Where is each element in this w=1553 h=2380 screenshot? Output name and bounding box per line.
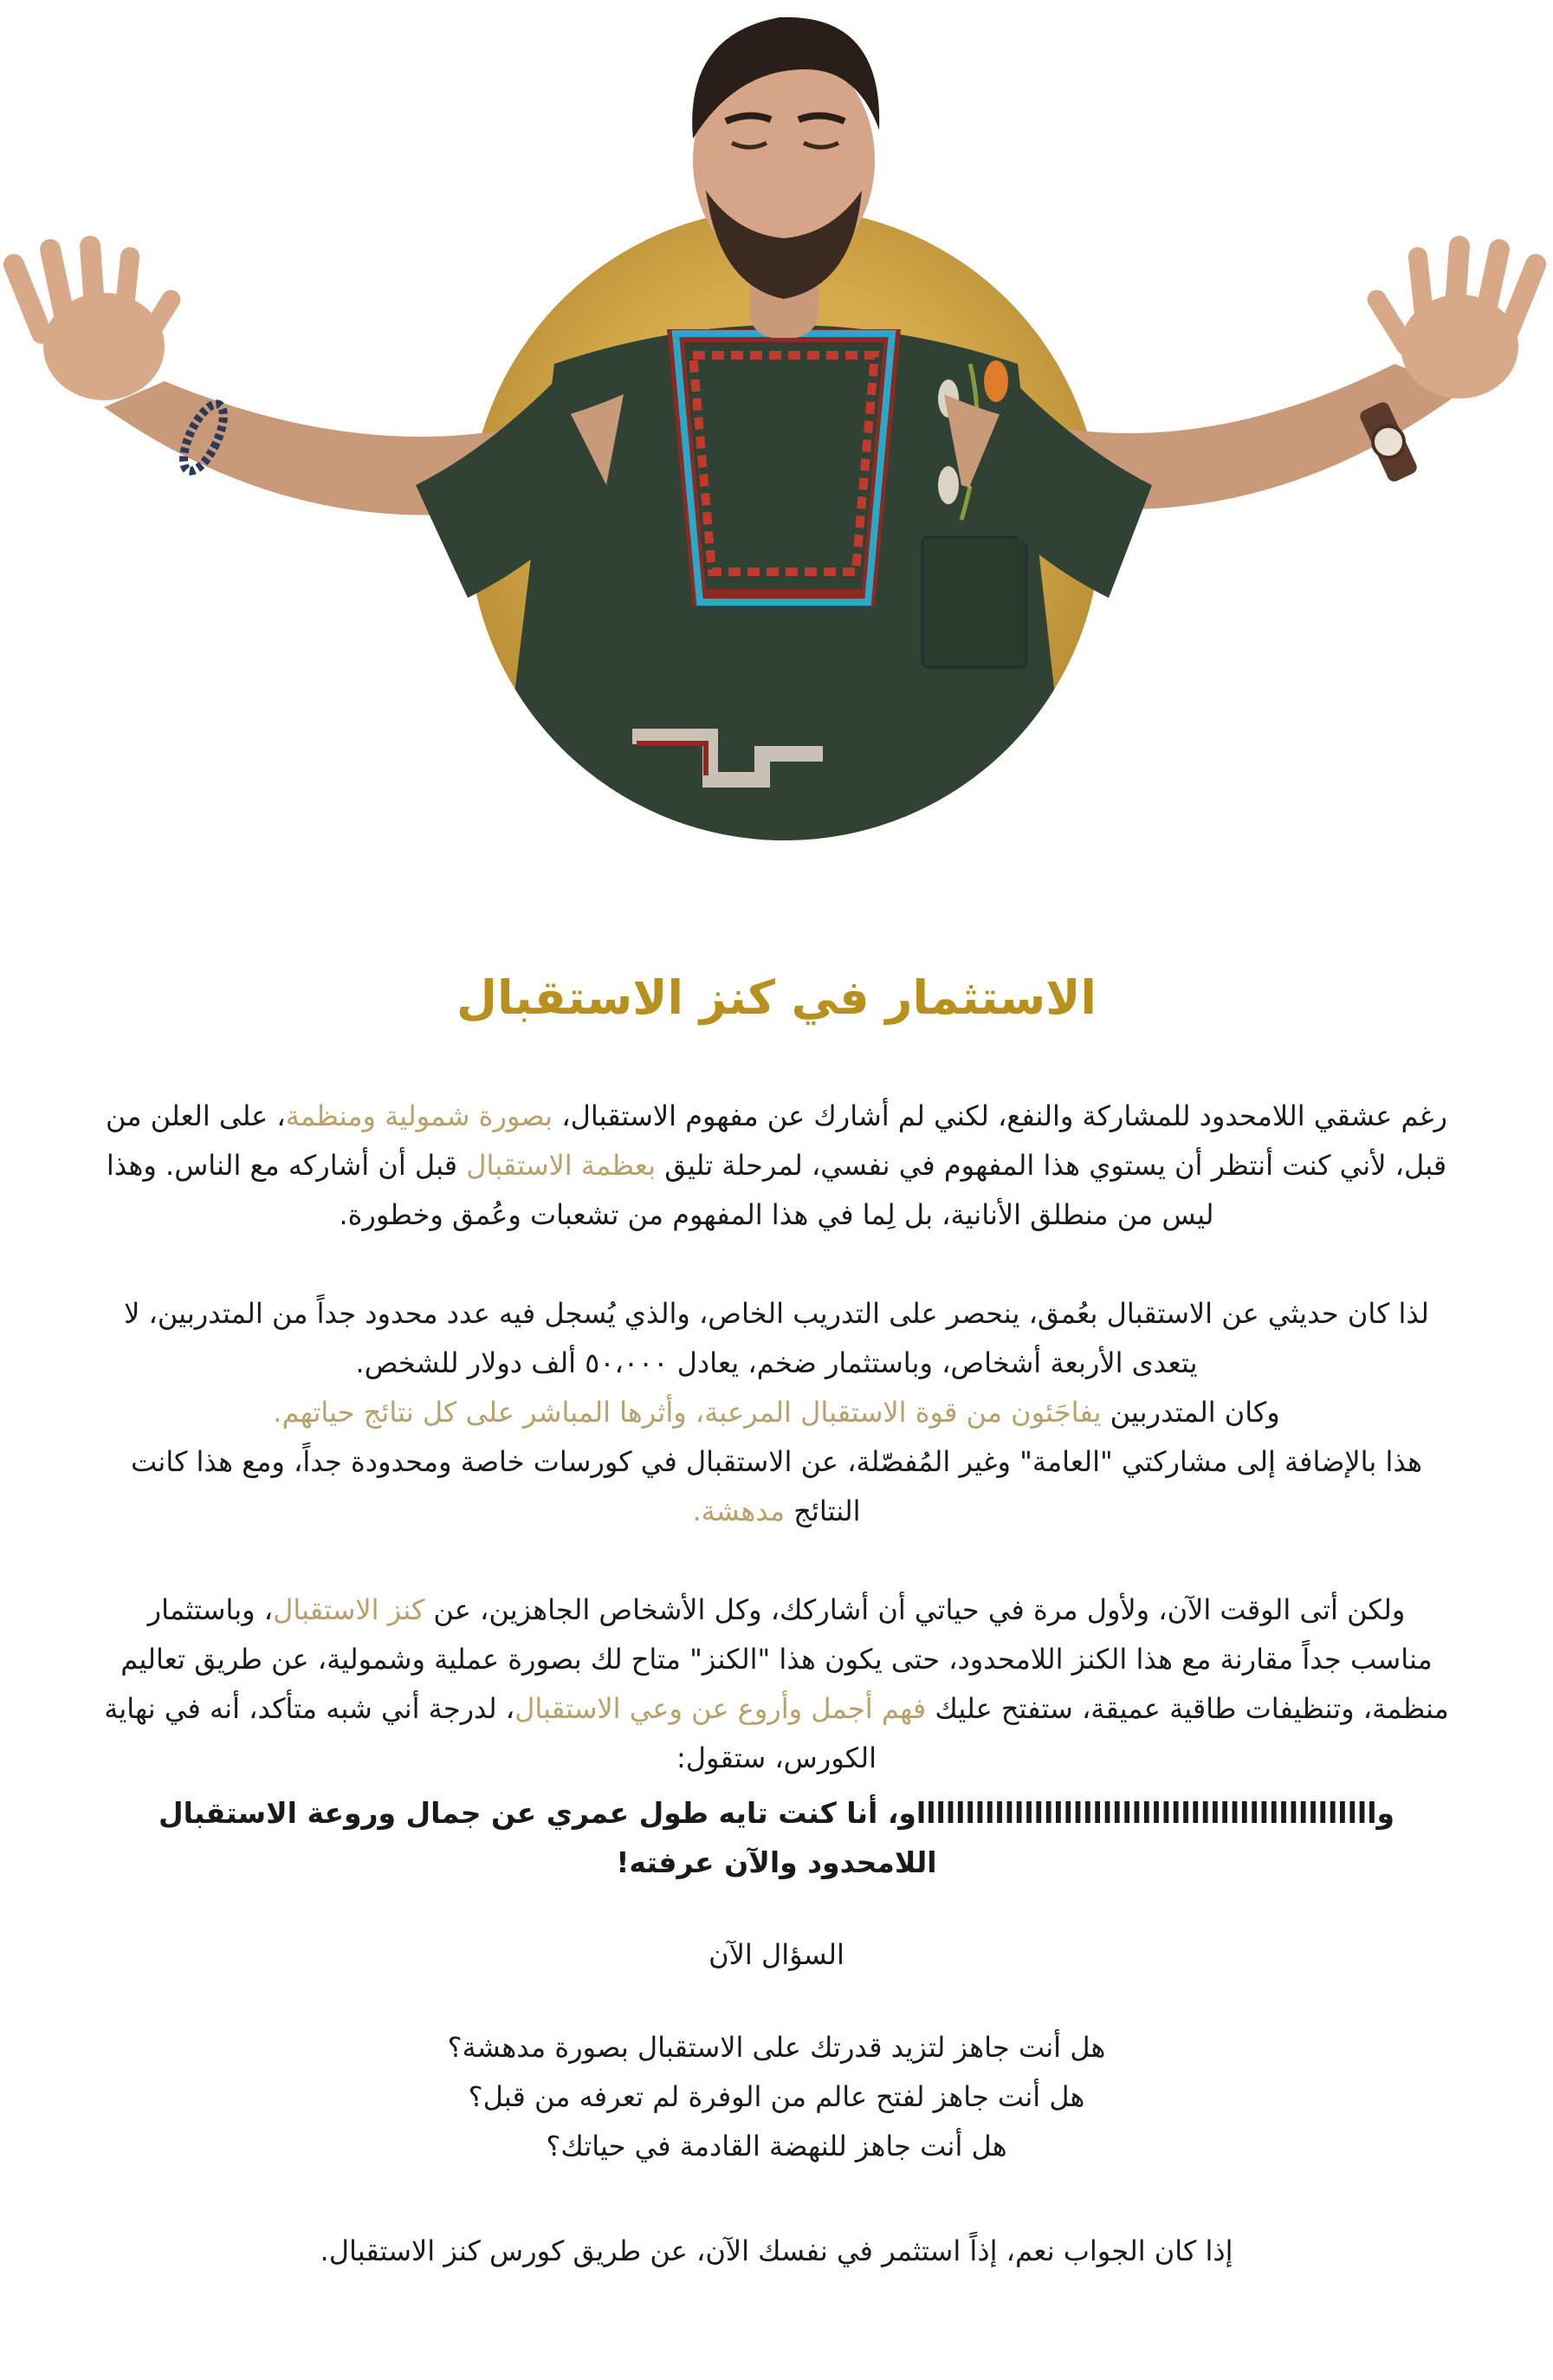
training-highlight-amazing: مدهشة. — [692, 1495, 786, 1527]
training-text-b: وكان المتدربين — [1110, 1396, 1280, 1429]
page-title: الاستثمار في كنز الاستقبال — [456, 970, 1097, 1025]
offer-text-c: ، لدرجة أني شبه متأكد، أنه في نهاية الكورس، ستقول: — [104, 1692, 877, 1774]
offer-highlight-awareness: فهم أجمل وأروع عن وعي الاستقبال — [514, 1692, 927, 1725]
intro-highlight-holistic: بصورة شمولية ومنظمة — [285, 1099, 553, 1132]
intro-highlight-greatness: بعظمة الاستقبال — [466, 1149, 657, 1182]
exclamation-quote: واااااااااااااااااااااااااااااااااااااااااااااااو، أنا كنت تايه طول عمري عن جمال وروعة الاستقبال اللامحدود والآن عرفته! — [158, 1796, 1395, 1879]
question-item: هل أنت جاهز لفتح عالم من الوفرة لم تعرفه من قبل؟ — [468, 2080, 1085, 2113]
question-lead: السؤال الآن — [709, 1938, 844, 1971]
article-body — [104, 1092, 1449, 2276]
questions-list — [104, 2023, 1449, 2171]
offer-highlight-treasure: كنز الاستقبال — [273, 1593, 425, 1626]
question-item: هل أنت جاهز لتزيد قدرتك على الاستقبال بصورة مدهشة؟ — [447, 2031, 1106, 2064]
question-item: هل أنت جاهز للنهضة القادمة في حياتك؟ — [546, 2130, 1007, 2163]
training-highlight-surprise: يفاجَئون من قوة الاستقبال المرعبة، وأثرها المباشر على كل نتائج حياتهم. — [273, 1396, 1102, 1429]
training-line-trainees — [104, 1388, 1449, 1437]
offer-text-b: ، وباستثمار مناسب جداً مقارنة مع هذا الكنز اللامحدود، حتى يكون هذا "الكنز" متاح لك بصورة عملية وشمولية، عن طريق تعاليم منظمة، وتنظيفات طاقية عميقة، ستفتح عليك — [120, 1593, 1449, 1725]
training-text-a: لذا كان حديثي عن الاستقبال بعُمق، ينحصر على التدريب الخاص، والذي يُسجل فيه عدد محدود جداً من المتدربين، لا يتعدى الأربعة أشخاص، وباستثمار ضخم، يعادل ٥٠،٠٠٠ ألف دولار للشخص. — [124, 1297, 1429, 1379]
offer-text-a: ولكن أتى الوقت الآن، ولأول مرة في حياتي أن أشاركك، وكل الأشخاص الجاهزين، عن — [433, 1593, 1406, 1626]
hero-image — [0, 0, 1553, 858]
offer-paragraph — [104, 1586, 1449, 1783]
intro-text-b: ، على العلن من قبل، لأني كنت أنتظر أن يستوي هذا المفهوم في نفسي، لمرحلة تليق — [106, 1099, 1447, 1182]
intro-text-a: رغم عشقي اللامحدود للمشاركة والنفع، لكني لم أشارك عن مفهوم الاستقبال، — [561, 1099, 1447, 1132]
training-paragraph — [104, 1289, 1449, 1536]
intro-paragraph — [104, 1092, 1449, 1240]
training-text-c: هذا بالإضافة إلى مشاركتي "العامة" وغير المُفصّلة، عن الاستقبال في كورسات خاصة ومحدودة جداً، ومع هذا كانت النتائج — [130, 1445, 1423, 1527]
closing-line: إذا كان الجواب نعم، إذاً استثمر في نفسك الآن، عن طريق كورس كنز الاستقبال. — [320, 2234, 1233, 2267]
intro-text-c: قبل أن أشاركه مع الناس. وهذا ليس من منطلق الأنانية، بل لِما في هذا المفهوم من تشعبات وعُمق وخطورة. — [106, 1149, 1214, 1231]
